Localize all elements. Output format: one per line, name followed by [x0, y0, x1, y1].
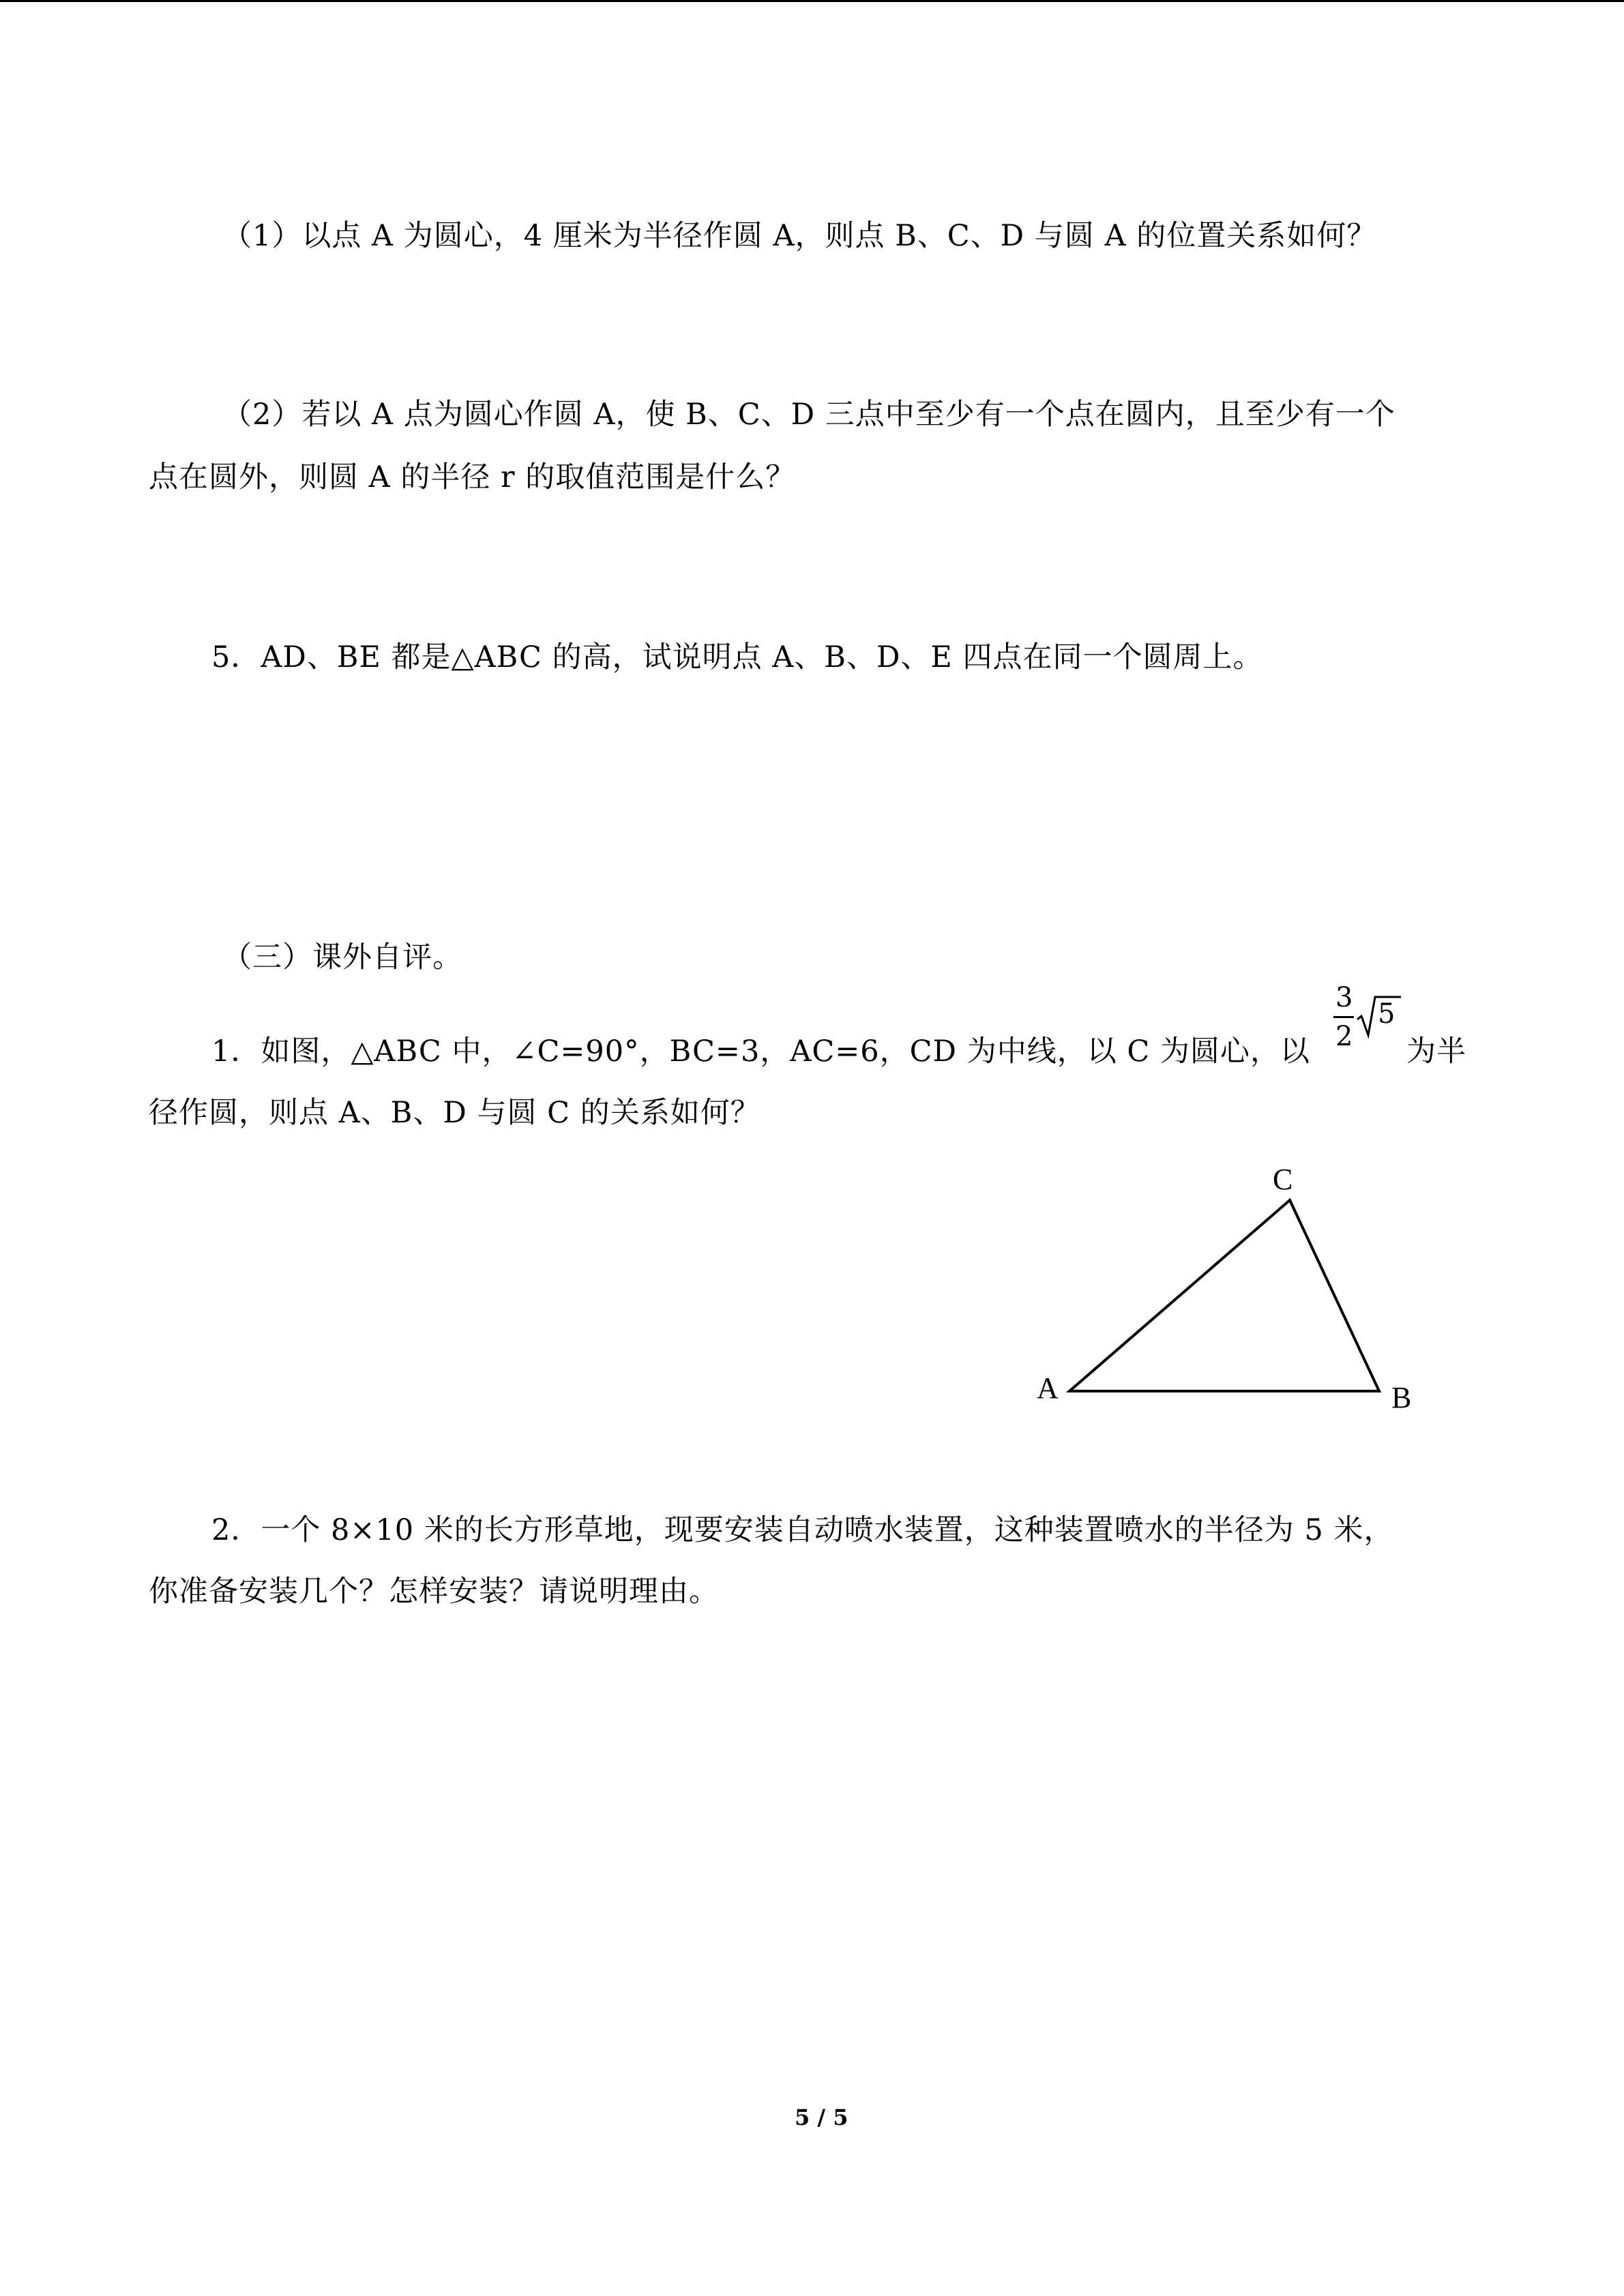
s3-q1-line2: 径作圆，则点 A、B、D 与圆 C 的关系如何？ [149, 1096, 761, 1130]
q4-part2-line2: 点在圆外，则圆 A 的半径 r 的取值范围是什么？ [149, 460, 796, 494]
vertex-label-c: C [1273, 1163, 1293, 1196]
radius-numerator: 3 [1335, 982, 1353, 1013]
vertex-label-b: B [1391, 1381, 1412, 1414]
radius-denominator: 2 [1335, 1021, 1353, 1052]
q5-text: 5．AD、BE 都是△ABC 的高，试说明点 A、B、D、E 四点在同一个圆周上。 [211, 640, 1263, 674]
s3-q2-line2: 你准备安装几个？怎样安装？请说明理由。 [149, 1575, 719, 1609]
s3-q1-line1-end: 为半 [1406, 1034, 1466, 1069]
section3-heading: （三）课外自评。 [222, 940, 462, 974]
s3-q1-line1: 1．如图，△ABC 中，∠C=90°，BC=3，AC=6，CD 为中线，以 C 为圆心，以 [211, 1034, 1310, 1069]
page-number: 5 / 5 [795, 2104, 848, 2130]
triangle-abc [1069, 1200, 1379, 1391]
vertex-label-a: A [1037, 1371, 1059, 1405]
q4-part1: （1）以点 A 为圆心，4 厘米为半径作圆 A，则点 B、C、D 与圆 A 的位置关系如何？ [222, 219, 1377, 253]
q4-part2-line1: （2）若以 A 点为圆心作圆 A，使 B、C、D 三点中至少有一个点在圆内，且至少有一个 [222, 398, 1396, 432]
s3-q2-line1: 2．一个 8×10 米的长方形草地，现要安装自动喷水装置，这种装置喷水的半径为 5 米， [211, 1513, 1394, 1547]
radius-radicand: 5 [1378, 998, 1396, 1030]
